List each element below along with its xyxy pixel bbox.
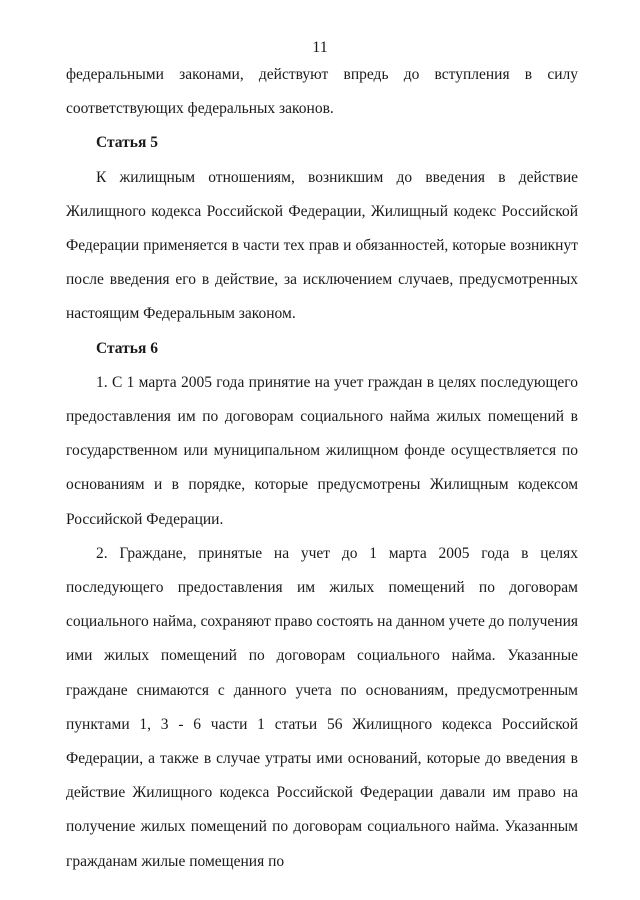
article-5-paragraph: К жилищным отношениям, возникшим до введения в действие Жилищного кодекса Российской Федерации, Жилищный кодекс Российской Федерации применяется в части тех прав и обязанностей, которые возникнут после введения его в действие, за исключением случаев, предусмотренных настоящим Федеральным законом. bbox=[66, 168, 578, 323]
article-heading-5: Статья 5 bbox=[96, 134, 158, 152]
article-heading-6: Статья 6 bbox=[96, 339, 158, 357]
article-6-clause-1: 1. С 1 марта 2005 года принятие на учет граждан в целях последующего предоставления им по договорам социального найма жилых помещений в государственном или муниципальном жилищном фонде осуществляется по основаниям и в порядке, которые предусмотрены Жилищным кодексом Российской Федерации. bbox=[66, 373, 578, 528]
paragraph-continuation: федеральными законами, действуют впредь до вступления в силу соответствующих федеральных законов. bbox=[66, 66, 578, 118]
page-number: 11 bbox=[312, 39, 328, 56]
document-body bbox=[66, 58, 578, 879]
article-6-clause-2: 2. Граждане, принятые на учет до 1 марта 2005 года в целях последующего предоставления им жилых помещений по договорам социального найма, сохраняют право состоять на данном учете до получения ими жилых помещений по договорам социального найма. Указанные граждане снимаются с данного учета по основаниям, предусмотренным пунктами 1, 3 - 6 части 1 статьи 56 Жилищного кодекса Российской Федерации, а также в случае утраты ими оснований, которые до введения в действие Жилищного кодекса Российской Федерации давали им право на получение жилых помещений по договорам социального найма. Указанным гражданам жилые помещения по bbox=[66, 544, 578, 870]
